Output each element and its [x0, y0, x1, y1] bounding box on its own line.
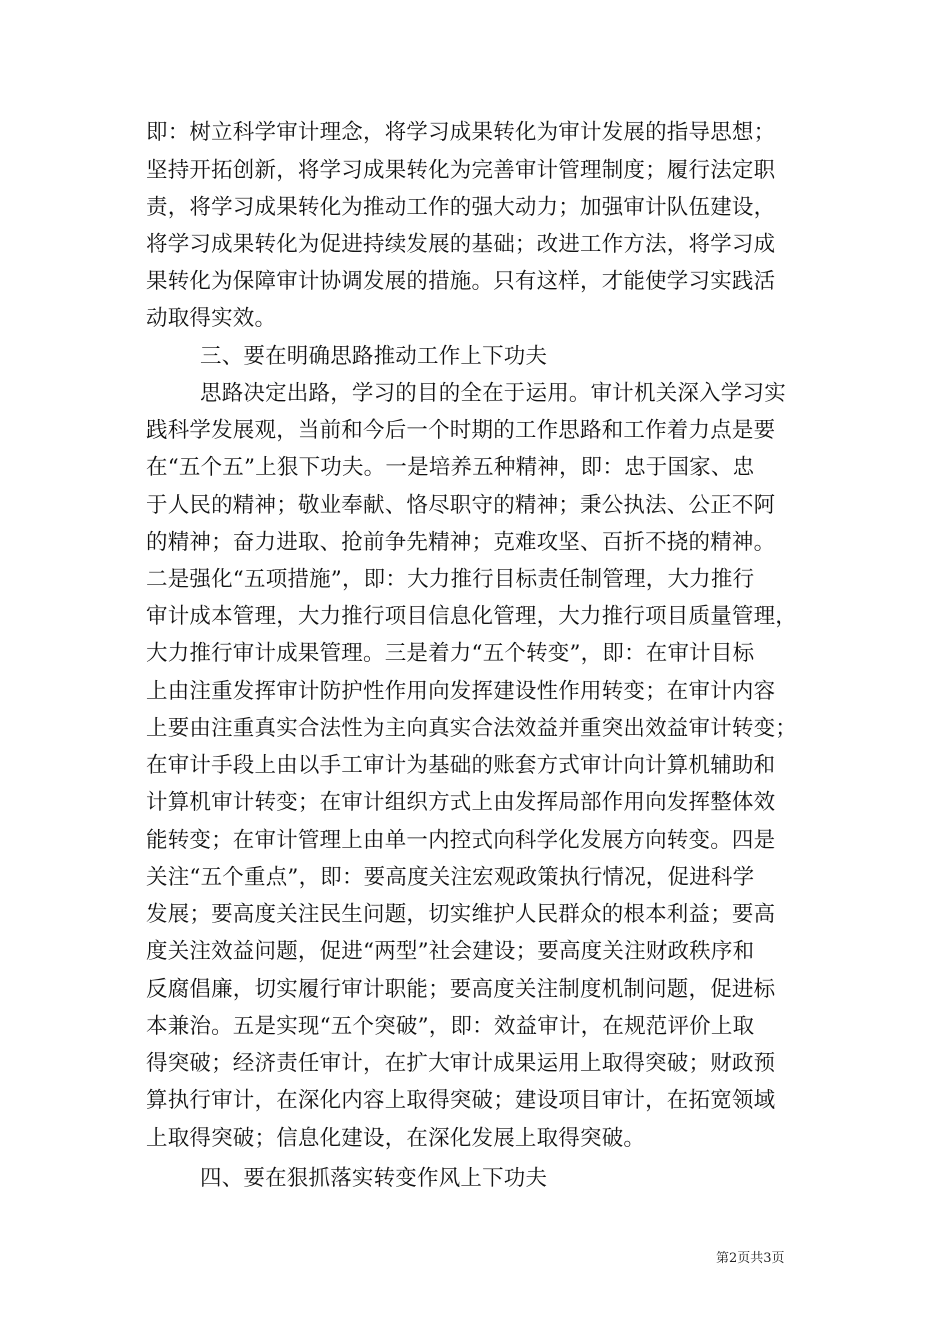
body-line: 得突破；经济责任审计，在扩大审计成果运用上取得突破；财政预 [146, 1051, 776, 1076]
body-line: 在审计手段上由以手工审计为基础的账套方式审计向计算机辅助和 [146, 753, 776, 778]
body-line: 二是强化“五项措施”，即：大力推行目标责任制管理，大力推行 [146, 567, 755, 592]
body-line: 思路决定出路，学习的目的全在于运用。审计机关深入学习实 [200, 381, 786, 406]
body-line: 上由注重发挥审计防护性作用向发挥建设性作用转变；在审计内容 [146, 679, 776, 704]
body-line: 在“五个五”上狠下功夫。一是培养五种精神，即：忠于国家、忠 [146, 455, 755, 480]
body-line: 即：树立科学审计理念，将学习成果转化为审计发展的指导思想； [146, 120, 776, 145]
body-line: 坚持开拓创新，将学习成果转化为完善审计管理制度；履行法定职 [146, 158, 776, 183]
body-line: 能转变；在审计管理上由单一内控式向科学化发展方向转变。四是 [146, 828, 776, 853]
section-heading-4: 四、要在狠抓落实转变作风上下功夫 [200, 1166, 548, 1191]
page-number: 第2页共3页 [716, 1251, 785, 1266]
body-line: 将学习成果转化为促进持续发展的基础；改进工作方法，将学习成 [146, 232, 776, 257]
body-line: 计算机审计转变；在审计组织方式上由发挥局部作用向发挥整体效 [146, 790, 776, 815]
body-line: 果转化为保障审计协调发展的措施。只有这样，才能使学习实践活 [146, 269, 776, 294]
body-line: 大力推行审计成果管理。三是着力“五个转变”，即：在审计目标 [146, 641, 755, 666]
body-line: 审计成本管理，大力推行项目信息化管理，大力推行项目质量管理， [146, 604, 798, 629]
section-heading-3: 三、要在明确思路推动工作上下功夫 [200, 344, 548, 369]
body-line: 反腐倡廉，切实履行审计职能；要高度关注制度机制问题，促进标 [146, 977, 776, 1002]
body-line: 上要由注重真实合法性为主向真实合法效益并重突出效益审计转变； [146, 716, 798, 741]
body-line: 践科学发展观，当前和今后一个时期的工作思路和工作着力点是要 [146, 418, 776, 443]
body-line: 关注“五个重点”，即：要高度关注宏观政策执行情况，促进科学 [146, 865, 755, 890]
body-line: 上取得突破；信息化建设，在深化发展上取得突破。 [146, 1126, 646, 1151]
body-line: 于人民的精神；敬业奉献、恪尽职守的精神；秉公执法、公正不阿 [146, 493, 776, 518]
body-line: 度关注效益问题，促进“两型”社会建设；要高度关注财政秩序和 [146, 939, 755, 964]
body-line: 本兼治。五是实现“五个突破”，即：效益审计，在规范评价上取 [146, 1014, 755, 1039]
body-line: 责，将学习成果转化为推动工作的强大动力；加强审计队伍建设， [146, 195, 776, 220]
body-line: 的精神；奋力进取、抢前争先精神；克难攻坚、百折不挠的精神。 [146, 530, 776, 555]
body-line: 算执行审计，在深化内容上取得突破；建设项目审计，在拓宽领域 [146, 1088, 776, 1113]
body-line: 发展；要高度关注民生问题，切实维护人民群众的根本利益；要高 [146, 902, 776, 927]
body-line: 动取得实效。 [146, 306, 277, 331]
